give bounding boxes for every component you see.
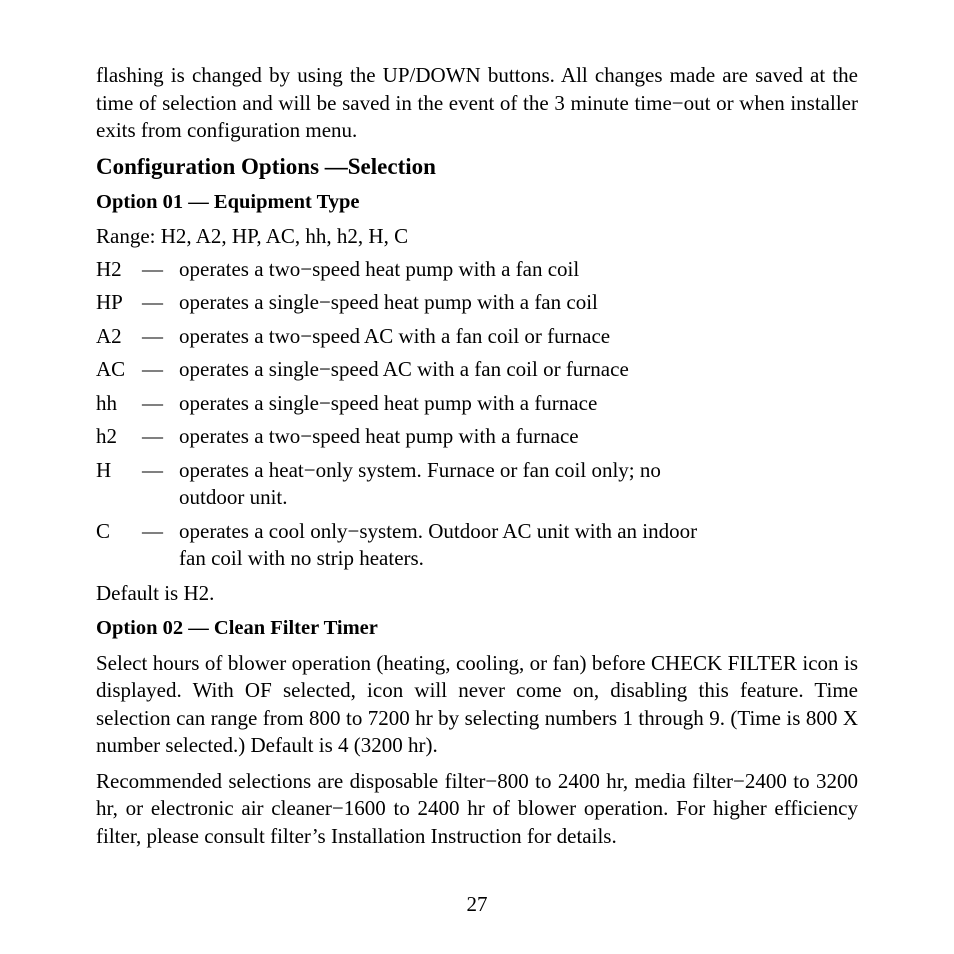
equipment-type-description: operates a cool only−system. Outdoor AC unit with an indoor fan coil with no strip heaters. [179,518,698,570]
equipment-type-description: operates a single−speed heat pump with a fan coil [179,290,598,314]
option-02-description: Select hours of blower operation (heating, cooling, or fan) before CHECK FILTER icon is displayed. With OF selected, icon will never come on, disabling this feature. Time selection can range from 800 to 7200 hr by selecting numbers 1 through 9. (Time is 800 X number selected.) Default is 4 (3200 hr). [96,650,858,757]
equipment-type-description: operates a two−speed heat pump with a fan coil [179,256,580,281]
equipment-type-code: H2 [96,256,122,281]
equipment-type-description: operates a two−speed heat pump with a furnace [179,424,579,448]
equipment-type-code: hh [96,390,117,415]
equipment-type-description: operates a single−speed AC with a fan coil or furnace [179,357,629,381]
equipment-type-dash: — [142,518,163,543]
equipment-type-dash: — [142,457,163,482]
equipment-type-row [96,457,858,512]
equipment-type-code: A2 [96,323,122,348]
equipment-type-list [96,256,858,573]
equipment-type-row [96,518,858,573]
option-01-heading: Option 01 — Equipment Type [96,190,360,213]
equipment-type-dash: — [142,357,163,381]
equipment-type-code: AC [96,357,126,381]
equipment-type-dash: — [142,323,163,348]
option-01-range: Range: H2, A2, HP, AC, hh, h2, H, C [96,223,409,248]
equipment-type-row [96,256,858,284]
section-title: Configuration Options —Selection [96,153,436,179]
equipment-type-description: operates a heat−only system. Furnace or fan coil only; no outdoor unit. [179,457,661,509]
equipment-type-code: HP [96,290,123,314]
equipment-type-dash: — [142,424,163,448]
equipment-type-row [96,390,858,418]
equipment-type-dash: — [142,256,163,281]
equipment-type-code: H [96,457,112,482]
equipment-type-description: operates a single−speed heat pump with a furnace [179,390,598,415]
manual-page-body [96,62,858,850]
equipment-type-dash: — [142,290,163,314]
equipment-type-row [96,323,858,351]
equipment-type-row [96,356,858,384]
intro-paragraph: flashing is changed by using the UP/DOWN buttons. All changes made are saved at the time of selection and will be saved in the event of the 3 minute time−out or when installer exits from configuration menu. [96,63,858,142]
equipment-type-description: operates a two−speed AC with a fan coil or furnace [179,323,611,348]
option-02-recommendations: Recommended selections are disposable filter−800 to 2400 hr, media filter−2400 to 3200 hr, or electronic air cleaner−1600 to 2400 hr of blower operation. For higher efficiency filter, please consult filter’s Installation Instruction for details. [96,768,858,848]
equipment-type-code: h2 [96,424,117,448]
page-number: 27 [466,892,488,916]
equipment-type-row [96,289,858,317]
equipment-type-dash: — [142,390,163,415]
equipment-type-row [96,423,858,451]
equipment-type-code: C [96,518,111,543]
option-02-heading: Option 02 — Clean Filter Timer [96,616,378,639]
option-01-default: Default is H2. [96,580,215,605]
